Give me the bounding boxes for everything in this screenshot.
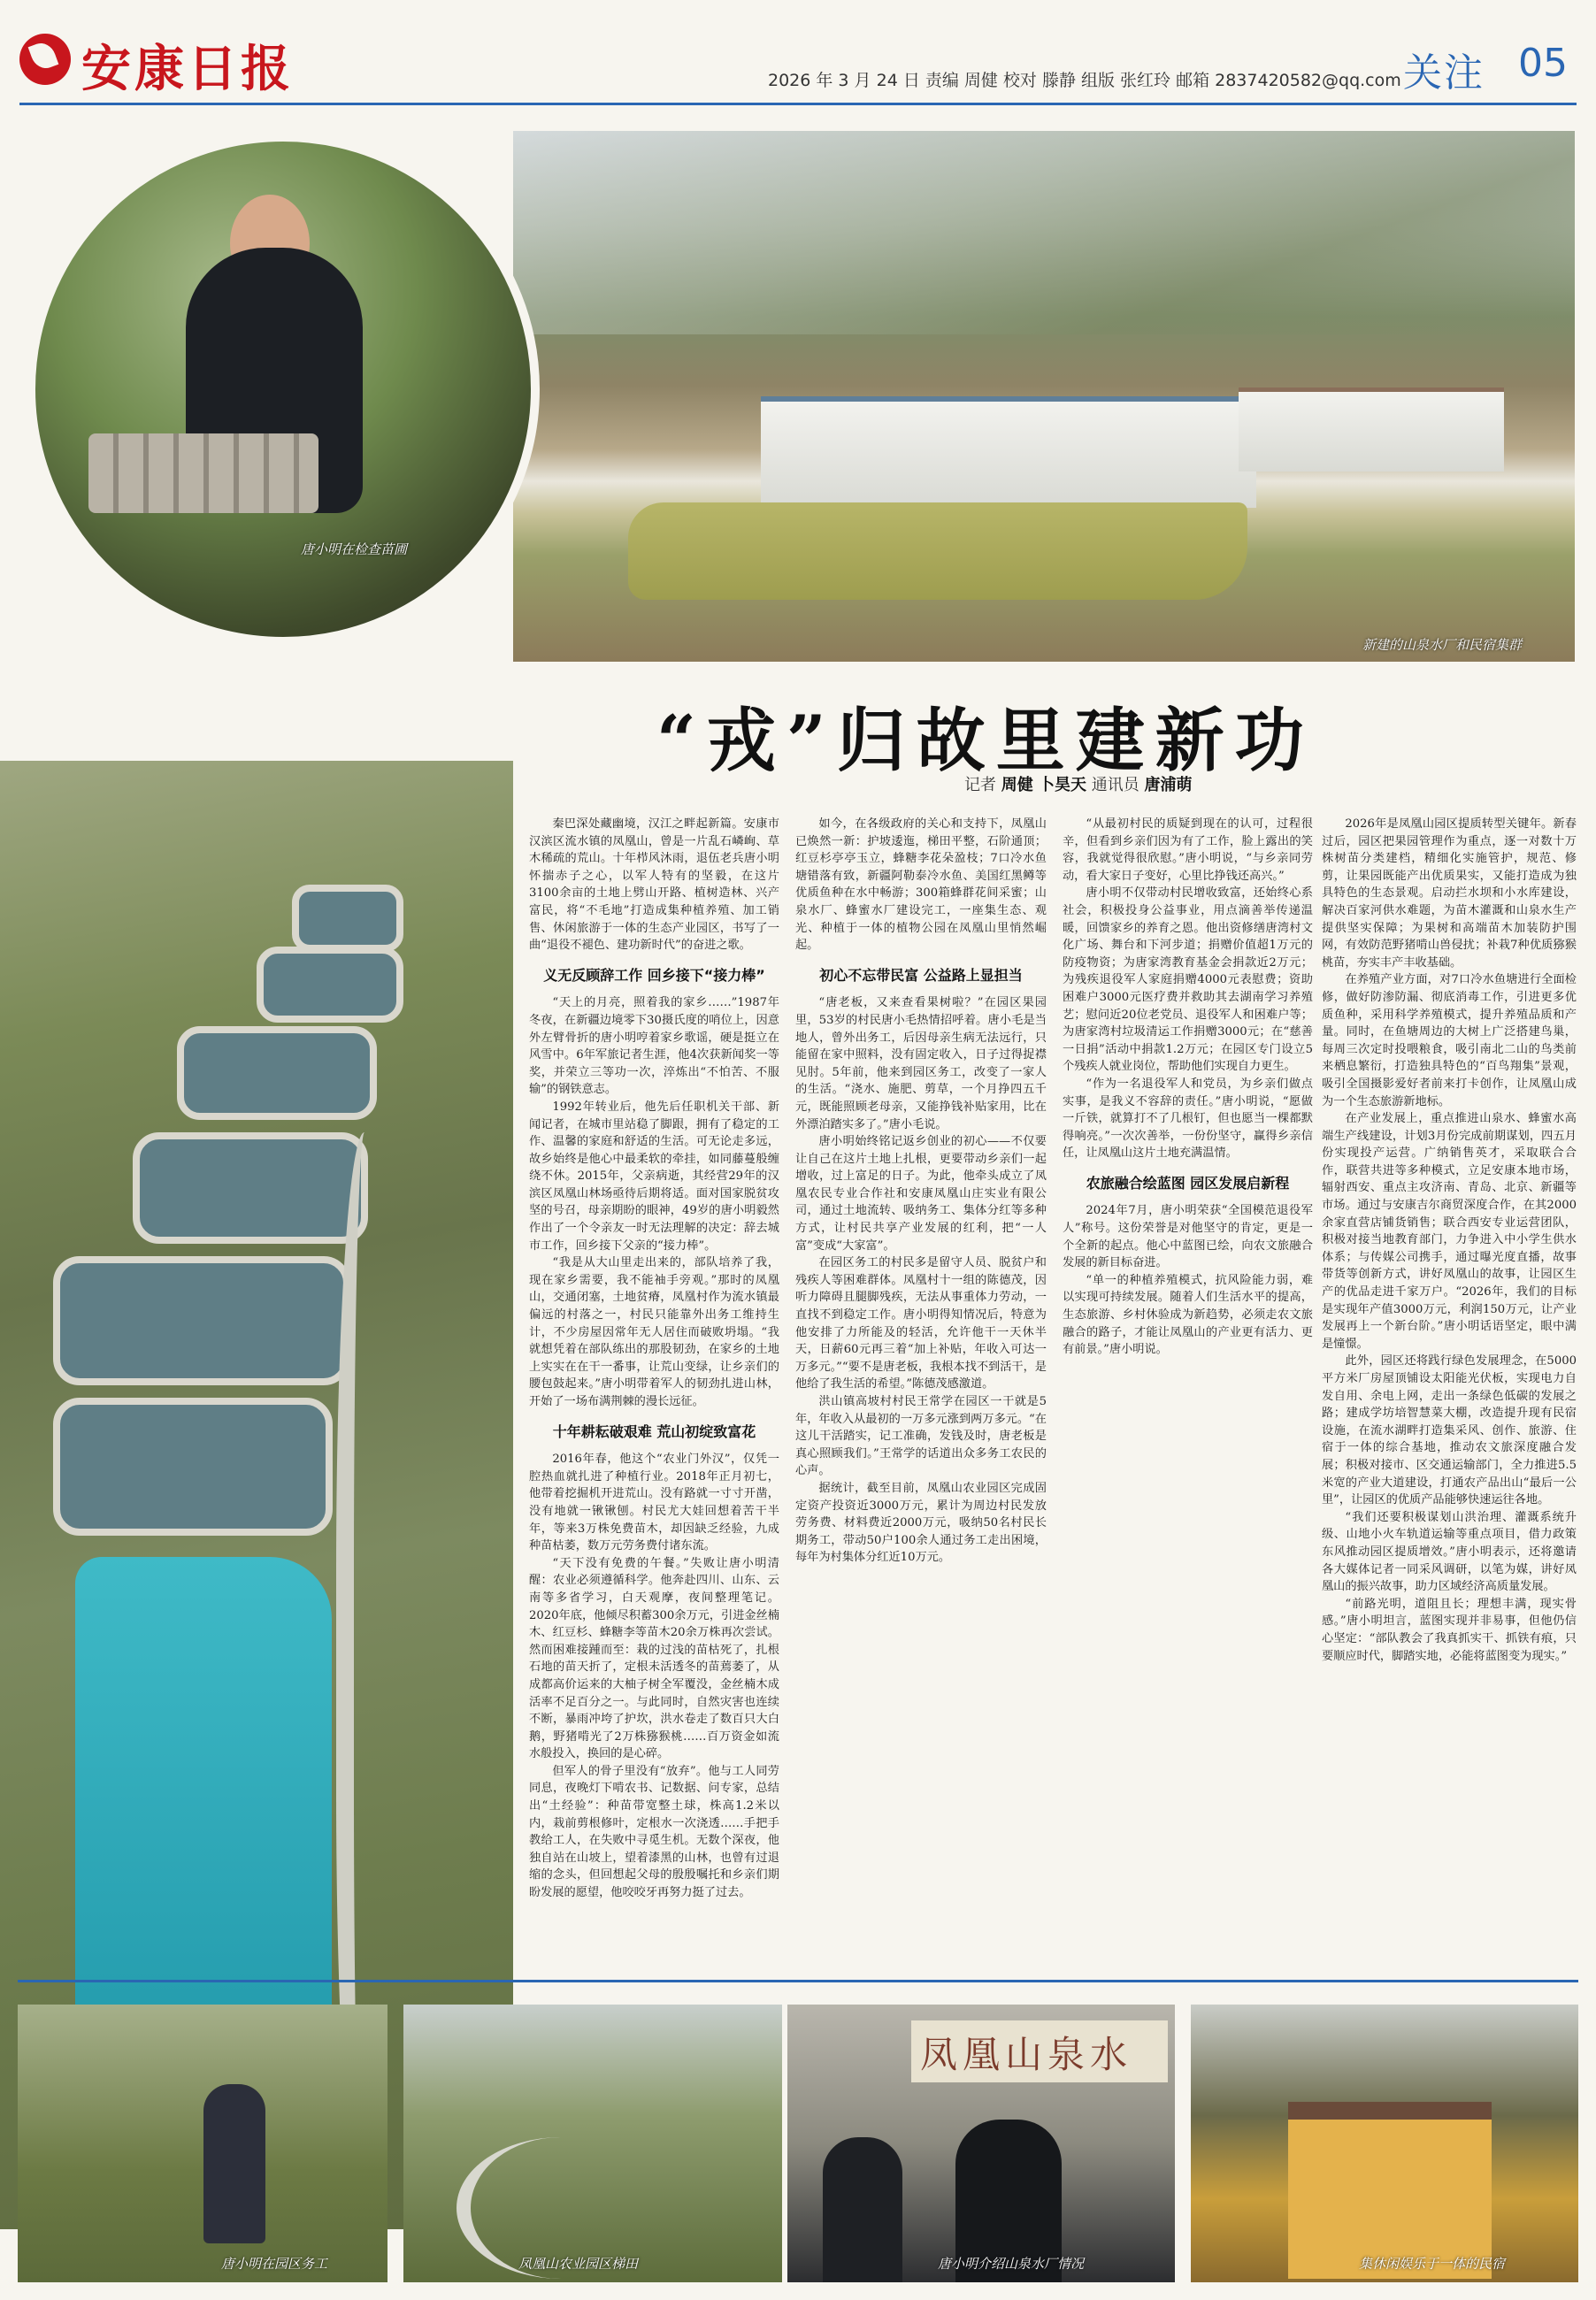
guesthouse-building (1239, 387, 1504, 472)
paragraph: “我是从大山里走出来的，部队培养了我，现在家乡需要，我不能袖手旁观。”那时的凤凰山，交通闭塞，土地贫瘠，凤凰村作为流水镇最偏远的村落之一，村民只能靠外出务工维持生计，不少房屋因常年无人居住而破败坍塌。“我就想凭着在部队练出的那股韧劲，在家乡的土地上实实在在干一番事，让荒山变绿，让乡亲们的腰包鼓起来。”唐小明带着军人的韧劲扎进山林，开始了一场布满荆棘的漫长远征。 (529, 1256, 779, 1408)
portrait-photo-tang-xiaoming (27, 133, 540, 646)
paragraph: 1992年转业后，他先后任职机关干部、新闻记者，在城市里站稳了脚跟，拥有了稳定的工作、温馨的家庭和舒适的生活。可无论走多远，故乡始终是他心中最柔软的牵挂，如同藤蔓般缠绕不休。2015年，父亲病逝，其经营29年的汉滨区凤凰山林场亟待后期将适。面对国家脱贫攻坚的号召，母亲期盼的眼神，49岁的唐小明毅然作出了一个令亲友一时无法理解的决定：辞去城市工作，回乡接下父亲的“接力棒”。 (529, 1100, 779, 1253)
issue-info: 2026 年 3 月 24 日 责编 周健 校对 滕静 组版 张红玲 邮箱 2837420582@qq.com (768, 71, 1401, 90)
section-heading-4: 农旅融合绘蓝图 园区发展启新程 (1086, 1174, 1290, 1192)
paragraph: 2016年春，他这个“农业门外汉”，仅凭一腔热血就扎进了种植行业。2018年正月初七，他带着挖掘机开进荒山。没有路就一寸寸开凿，没有地就一锹锹刨。村民尤大娃回想着苦干半年，等来3万株免费苗木，却因缺乏经验，九成种苗枯萎，数万元劳务费付诸东流。 (529, 1453, 779, 1553)
paragraph: 在养殖产业方面，对7口冷水鱼塘进行全面检修，做好防渗防漏、彻底消毒工作，引进更多优质鱼种，采用科学养殖模式，提升养殖品质和产量。同时，在鱼塘周边的大树上广泛搭建鸟巢，每周三次定时投喂粮食，吸引南北二山的鸟类前来栖息繁衍，打造独具特色的“百鸟翔集”景观，吸引全国摄影爱好者前来打卡创作，让凤凰山成为一个生态旅游新地标。 (1322, 973, 1577, 1108)
pond-tier-5 (53, 1256, 350, 1385)
pond-tier-2 (257, 947, 403, 1023)
guesthouse (1288, 2102, 1492, 2279)
pond-tier-6 (53, 1398, 333, 1536)
section-name: 关注 (1403, 50, 1485, 96)
byline-reporters: 周健 卜昊天 (1001, 776, 1087, 794)
photo-terraced-fields (403, 2005, 782, 2282)
paragraph: 唐小明始终铭记返乡创业的初心——不仅要让自己在这片土地上扎根，更要带动乡亲们一起增收，过上富足的日子。为此，他牵头成立了凤凰农民专业合作社和安康凤凰山庄实业有限公司，通过土地流转、吸纳务工、集体分红等多种方式，让村民共享产业发展的红利，把“一人富”变成“大家富”。 (795, 1135, 1047, 1253)
article-byline (964, 772, 1192, 795)
factory-building (761, 396, 1256, 508)
article-column-2 (795, 816, 1047, 1567)
article-intro: 秦巴深处藏幽境，汉江之畔起新篇。安康市汉滨区流水镇的凤凰山，曾是一片乱石嶙峋、草木稀疏的荒山。十年栉风沐雨，退伍老兵唐小明怀揣赤子之心，以军人特有的坚毅，在这片3100余亩的土地上劈山开路、植树造林、兴产富民，将“不毛地”打造成集种植养殖、加工销售、休闲旅游于一体的生态产业园区，书写了一曲“退役不褪色、建功新时代”的奋进之歌。 (529, 817, 779, 953)
pond-tier-4 (133, 1132, 368, 1244)
hero-photo-caption: 新建的山泉水厂和民宿集群 (1362, 637, 1523, 653)
paragraph: “从最初村民的质疑到现在的认可，过程很辛，但看到乡亲们因为有了工作，脸上露出的笑容，我就觉得很欣慰。”唐小明说，“与乡亲同劳动，看大家日子变好，心里比挣钱还高兴。” (1063, 817, 1313, 883)
stone-tiles (88, 433, 318, 513)
newspaper-logo-icon (19, 34, 71, 85)
reservoir-pond (628, 502, 1247, 600)
photo-water-plant-sign (787, 2005, 1175, 2282)
article-column-4 (1322, 816, 1577, 1665)
byline-correspondent: 唐浦萌 (1144, 776, 1193, 794)
row-photo-caption-2: 凤凰山农业园区梯田 (518, 2256, 639, 2272)
row-photo-caption-1: 唐小明在园区务工 (221, 2256, 328, 2272)
factory-sign (911, 2020, 1168, 2082)
byline-correspondent-prefix: 通讯员 (1091, 776, 1139, 794)
person-figure-left (823, 2137, 902, 2282)
byline-prefix: 记者 (964, 776, 996, 794)
paragraph: 据统计，截至目前，凤凰山农业园区完成固定资产投资近3000万元，累计为周边村民发放劳务费、材料费近2000万元，吸纳50名村民长期务工，带动50户100余人通过务工走出困境，每年为村集体分红近10万元。 (795, 1481, 1047, 1565)
paragraph: 如今，在各级政府的关心和支持下，凤凰山已焕然一新：护坡逶迤，梯田平整，石阶通顶；红豆杉亭亭玉立，蜂糖李花朵盈枝；7口冷水鱼塘错落有致，新疆阿勒泰冷水鱼、美国红黑鳟等优质鱼种在水中畅游；300箱蜂群花间采蜜；山泉水厂、蜂蜜水厂建设完工，一座集生态、观光、种植于一体的植物公园在凤凰山里悄然崛起。 (795, 817, 1047, 953)
article-column-1 (529, 816, 779, 1902)
paragraph: 在产业发展上，重点推进山泉水、蜂蜜水高端生产线建设，计划3月份完成前期谋划，四五月份实现投产运营。广纳销售英才，采取联合合作，联营共进等多种模式，立足安康本地市场，辐射西安、重点主攻济南、青岛、北京、新疆等市场。通过与安康吉尔商贸深度合作，在其2000余家直营店铺货销售；联合西安专业运营团队，积极对接当地教育部门，力争进入中小学生供水体系；与传媒公司携手，通过曝光度直播，故事带货等创新方式，讲好凤凰山的故事，让园区生产的优品走进千家万户。“2026年，我们的目标是实现年产值3000万元，利润150万元，让产业发展再上一个新台阶。”唐小明话语坚定，眼中满是憧憬。 (1322, 1112, 1577, 1351)
article-column-3 (1063, 816, 1313, 1359)
paragraph: 唐小明不仅带动村民增收致富，还始终心系社会，积极投身公益事业，用点滴善举传递温暖，回馈家乡的养育之恩。他出资修缮唐湾村文化广场、舞台和下河步道；捐赠价值超1万元的防疫物资；为唐家湾教育基金会捐款近2万元；为残疾退役军人家庭捐赠4000元表慰费；资助困难户3000元医疗费并救助其去湖南学习养殖艺；慰问近20位老党员、退役军人和困难户等；为唐家湾村垃圾清运工作捐赠3000元；在“慈善一日捐”活动中捐款1.2万元；在园区专门设立5个残疾人就业岗位，帮助他们实现自力更生。 (1063, 886, 1313, 1074)
section-heading-2: 十年耕耘破艰难 荒山初绽致富花 (552, 1422, 756, 1440)
photo-worker-in-orchard (18, 2005, 387, 2282)
pond-tier-3 (177, 1026, 377, 1120)
paragraph: “前路光明，道阻且长；理想丰满，现实骨感。”唐小明坦言，蓝图实现并非易事，但他仍信心坚定：“部队教会了我真抓实干、抓铁有痕，只要顺应时代，脚踏实地，必能将蓝图变为现实。” (1322, 1597, 1577, 1663)
portrait-caption: 唐小明在检查苗圃 (301, 541, 408, 557)
row-photo-caption-4: 集休闲娱乐于一体的民宿 (1359, 2256, 1506, 2272)
mountain-ridge (513, 131, 1575, 334)
photo-guesthouse (1191, 2005, 1578, 2282)
paragraph: 此外，园区还将践行绿色发展理念，在5000平方米厂房屋顶铺设太阳能光伏板，实现电力自发自用、余电上网，走出一条绿色低碳的发展之路；建成学坊培智慧菜大棚，改造提升现有民宿设施，在流水湖畔打造集采风、创作、旅游、住宿于一体的综合基地，推动农文旅深度融合发展；积极对接市、区交通运输部门，全力推进5.5米宽的产业大道建设，打通农产品出山“最后一公里”，让园区的优质产品能够快速运往各地。 (1322, 1354, 1577, 1507)
paragraph: 但军人的骨子里没有“放弃”。他与工人同劳同息，夜晚灯下啃农书、记数据、问专家，总结出“土经验”：种苗带宽整土球，株高1.2米以内，栽前剪根修叶，定根水一次浇透……手把手教给工人，在失败中寻觅生机。无数个深夜，他独自站在山坡上，望着漆黑的山林，也曾有过退缩的念头，但回想起父母的殷殷嘱托和乡亲们期盼发展的愿望，他咬咬牙再努力挺了过去。 (529, 1764, 779, 1900)
row-photo-caption-3: 唐小明介绍山泉水厂情况 (938, 2256, 1085, 2272)
section-heading-1: 义无反顾辞工作 回乡接下“接力棒” (543, 966, 765, 984)
paragraph: “唐老板，又来查看果树啦？”在园区果园里，53岁的村民唐小毛热情招呼着。唐小毛是当地人，曾外出务工，后因母亲生病无法远行，只能留在家中照料，没有固定收入，日子过得捉襟见肘。5年前，他来到园区务工，改变了一家人的生活。“浇水、施肥、剪草，一个月挣四五千元，既能照顾老母亲，又能挣钱补贴家用，比在外漂泊踏实多了。”唐小毛说。 (795, 996, 1047, 1131)
paragraph: “作为一名退役军人和党员，为乡亲们做点实事，是我义不容辞的责任。”唐小明说，“愿做一斤铁，就算打不了几根钉，但也愿当一棵都默得响亮。”一次次善举，一份份坚守，赢得乡亲信任，让凤凰山这片土地充满温情。 (1063, 1077, 1313, 1161)
paragraph: “单一的种植养殖模式，抗风险能力弱，难以实现可持续发展。随着人们生活水平的提高，生态旅游、乡村休验成为新趋势，必须走农文旅融合的路子，才能让凤凰山的产业更有活力、更有前景。”唐小明说。 (1063, 1273, 1313, 1357)
paragraph: 在园区务工的村民多是留守人员、脱贫户和残疾人等困难群体。凤凰村十一组的陈德茂，因听力障碍且腿脚残疾，无法从事重体力劳动，一直找不到稳定工作。唐小明得知情况后，特意为他安排了力所能及的轻活，允许他干一天休半天，日薪60元再三着“加上补贴，年收入可达一万多元。”“要不是唐老板，我根本找不到活干，是他给了我生活的希望。”陈德茂感激道。 (795, 1256, 1047, 1392)
newspaper-name: 安康日报 (81, 40, 294, 98)
paragraph: “天上的月亮，照着我的家乡……”1987年冬夜，在新疆边境零下30摄氏度的哨位上，因意外左臂骨折的唐小明哼着家乡歌谣，硬是挺立在风雪中。6年军旅记者生涯，他4次获新闻奖一等奖，并荣立三等功一次，淬炼出“不怕苦、不服输”的钢铁意志。 (529, 996, 779, 1097)
paragraph: 2024年7月，唐小明荣获“全国模范退役军人”称号。这份荣誉是对他坚守的肯定，更是一个全新的起点。他心中蓝图已绘，向农文旅融合发展的新目标奋进。 (1063, 1204, 1313, 1270)
paragraph: “天下没有免费的午餐。”失败让唐小明清醒：农业必须遵循科学。他奔赴四川、山东、云南等多省学习，白天观摩，夜间整理笔记。2020年底，他倾尽积蓄300余万元，引进金丝楠木、红豆杉、蜂糖李等苗木20余万株再次尝试。然而困难接踵而至：栽的过浅的苗枯死了，扎根石地的苗天折了，定根未活透冬的苗蔫萎了，从成都高价运来的大柚子树全军覆没，金丝楠木成活率不足百分之一。与此同时，自然灾害也连续不断，暴雨冲垮了护坎，洪水卷走了数百只大白鹅，野猪啃光了2万株猕猴桃……百万资金如流水般投入，换回的是心碎。 (529, 1556, 779, 1761)
hero-photo-water-plant (513, 131, 1575, 662)
paragraph: 洪山镇高坡村村民王常学在园区一干就是5年，年收入从最初的一万多元涨到两万多元。“在这儿干活踏实，记工准确，发钱及时，唐老板是真心照顾我们。”王常学的话道出众多务工农民的心声。 (795, 1395, 1047, 1478)
sign-text: 凤凰山泉水 (920, 2033, 1133, 2076)
person-figure (203, 2084, 265, 2243)
pond-tier-1 (292, 885, 403, 952)
page-number: 05 (1518, 41, 1568, 86)
article-headline: “戎”归故里建新功 (656, 701, 1315, 781)
masthead (0, 0, 1596, 104)
section-heading-3: 初心不忘带民富 公益路上显担当 (819, 966, 1023, 984)
header-divider (19, 103, 1577, 105)
photo-row-divider (18, 1980, 1578, 1982)
paragraph: 2026年是凤凰山园区提质转型关键年。新春过后，园区把果园管理作为重点，逐一对数十万株树苗分类建档，精细化实施管护，规范、修剪，让果园既能产出优质果实，又能打造成为独具特色的生态景观。启动拦水坝和小水库建设，解决百家河供水难题，为苗木灌溉和山泉水生产提供坚实保障；为果树和高端苗木加装防护围网，有效防范野猪啃山兽侵扰；补栽7种优质猕猴桃苗，夯实丰产丰收基础。 (1322, 817, 1577, 970)
paragraph: “我们还要积极谋划山洪治理、灌溉系统升级、山地小火车轨道运输等重点项目，借力政策东风推动园区提质增效。”唐小明表示，还将邀请各大媒体记者一同采风调研，以笔为媒，讲好凤凰山的振兴故事，助力区域经济高质量发展。 (1322, 1510, 1577, 1594)
